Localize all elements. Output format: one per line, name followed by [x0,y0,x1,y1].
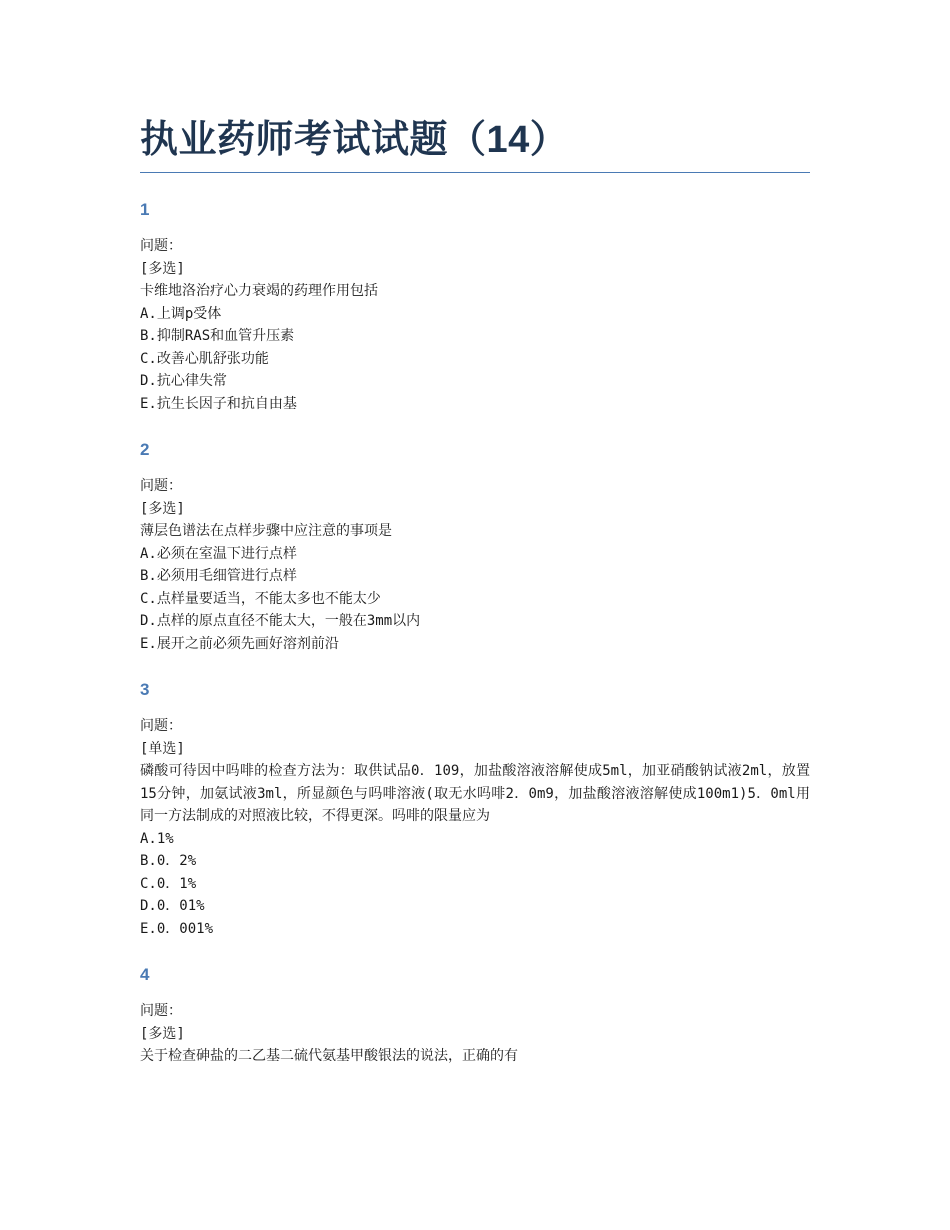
question-stem: 卡维地洛治疗心力衰竭的药理作用包括 [140,283,378,299]
option-c: C.0．1% [140,875,197,892]
question-3 [140,679,810,940]
question-body [140,475,810,655]
option-b: B.必须用毛细管进行点样 [140,568,297,584]
question-stem: 关于检查砷盐的二乙基二硫代氨基甲酸银法的说法，正确的有 [140,1048,518,1064]
option-e: E.抗生长因子和抗自由基 [140,395,297,412]
option-a: A.上调p受体 [140,305,222,322]
option-a: A.1% [140,830,174,847]
option-d: D.抗心律失常 [140,373,227,389]
question-type: [多选] [140,500,185,517]
question-stem: 磷酸可待因中吗啡的检查方法为：取供试品0．109，加盐酸溶液溶解使成5ml，加亚硝酸钠试液2ml，放置15分钟，加氨试液3ml，所显颜色与吗啡溶液(取无水吗啡2．0m9，加盐酸溶液溶解使成100m1)5．0ml用同一方法制成的对照液比较，不得更深。吗啡的限量应为 [140,763,810,824]
option-a: A.必须在室温下进行点样 [140,545,297,562]
option-b: B.抑制RAS和血管升压素 [140,328,295,344]
option-b: B.0．2% [140,853,197,869]
option-c: C.改善心肌舒张功能 [140,350,269,367]
question-type: [单选] [140,740,185,757]
question-1 [140,199,810,415]
question-number: 3 [140,680,150,699]
question-body [140,715,810,940]
question-4 [140,964,810,1068]
question-body [140,1000,810,1068]
question-stem: 薄层色谱法在点样步骤中应注意的事项是 [140,523,392,539]
option-d: D.点样的原点直径不能太大，一般在3mm以内 [140,613,421,629]
question-number: 1 [140,200,150,219]
question-type: [多选] [140,260,185,277]
question-2 [140,439,810,655]
question-label: 问题： [140,718,182,734]
document-page [140,112,810,1068]
option-d: D.0．01% [140,898,205,914]
question-label: 问题： [140,478,182,494]
question-number: 2 [140,440,150,459]
option-e: E.展开之前必须先画好溶剂前沿 [140,635,339,652]
option-c: C.点样量要适当，不能太多也不能太少 [140,590,381,607]
question-number: 4 [140,965,150,984]
question-type: [多选] [140,1025,185,1042]
document-title: 执业药师考试试题（14） [140,112,810,173]
question-label: 问题： [140,238,182,254]
option-e: E.0．001% [140,920,214,937]
question-body [140,235,810,415]
question-label: 问题： [140,1003,182,1019]
